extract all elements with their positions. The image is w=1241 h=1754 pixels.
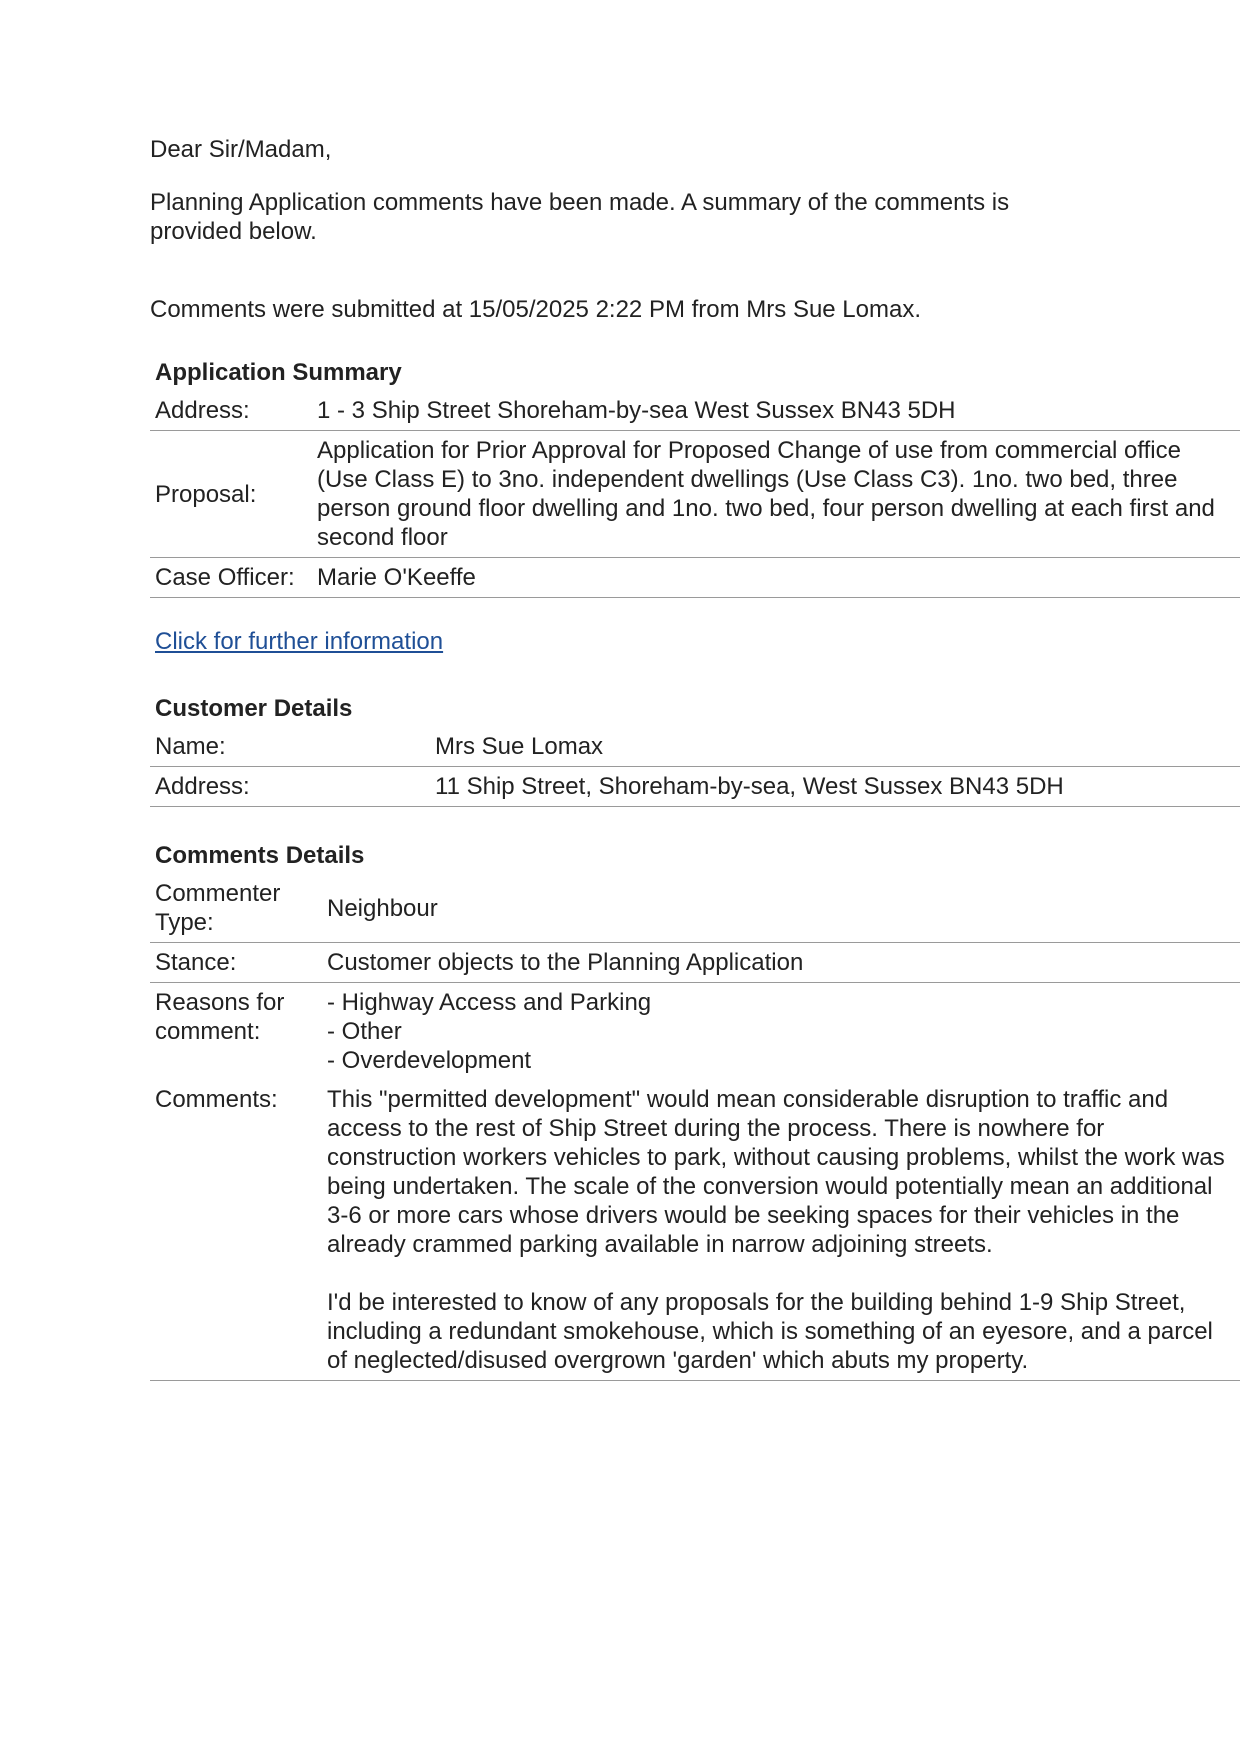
comments-details-title: Comments Details (155, 842, 365, 869)
commenter-type-value: Neighbour (322, 874, 1240, 943)
case-officer-value: Marie O'Keeffe (312, 558, 1240, 598)
application-summary-table (150, 391, 1240, 598)
table-row (150, 767, 1240, 807)
comments-label: Comments: (150, 1080, 322, 1381)
customer-name-label: Name: (150, 727, 430, 767)
table-row (150, 391, 1240, 431)
comment-paragraph: I'd be interested to know of any proposals for the building behind 1-9 Ship Street, including a redundant smokehouse, which is something of an eyesore, and a parcel of neglected/disused overgrown 'garden' which abuts my property. (327, 1289, 1213, 1374)
case-officer-label: Case Officer: (150, 558, 312, 598)
customer-address-label: Address: (150, 767, 430, 807)
table-row (150, 431, 1240, 558)
comments-details-table (150, 874, 1240, 1381)
table-row (150, 1080, 1240, 1381)
table-row (150, 727, 1240, 767)
reasons-list (322, 983, 1240, 1081)
further-information-link[interactable]: Click for further information (155, 628, 444, 655)
stance-label: Stance: (150, 943, 322, 983)
list-item: - Highway Access and Parking (327, 989, 652, 1016)
customer-details-table (150, 727, 1240, 807)
stance-value: Customer objects to the Planning Application (322, 943, 1240, 983)
reasons-label: Reasons for comment: (155, 989, 285, 1045)
table-row (150, 983, 1240, 1081)
proposal-value: Application for Prior Approval for Proposed Change of use from commercial office (Use Class E) to 3no. independent dwellings (Use Class C3). 1no. two bed, three person ground floor dwelling and 1no. two bed, four person dwelling at each first and second floor (312, 431, 1240, 558)
comment-paragraph: This "permitted development" would mean considerable disruption to traffic and access to the rest of Ship Street during the process. There is nowhere for construction workers vehicles to park, without causing problems, whilst the work was being undertaken. The scale of the conversion would potentially mean an additional 3-6 or more cars whose drivers would be seeking spaces for their vehicles in the already crammed parking available in narrow adjoining streets. (327, 1086, 1225, 1258)
table-row (150, 874, 1240, 943)
customer-details-title: Customer Details (155, 695, 353, 722)
greeting: Dear Sir/Madam, (150, 136, 332, 163)
submitted-text: Comments were submitted at 15/05/2025 2:22 PM from Mrs Sue Lomax. (150, 296, 922, 323)
proposal-label: Proposal: (150, 431, 312, 558)
table-row (150, 558, 1240, 598)
list-item: - Other (327, 1018, 402, 1045)
comments-text (322, 1080, 1240, 1381)
customer-name-value: Mrs Sue Lomax (430, 727, 1240, 767)
address-value: 1 - 3 Ship Street Shoreham-by-sea West Sussex BN43 5DH (312, 391, 1240, 431)
intro-text: Planning Application comments have been made. A summary of the comments is provided below. (150, 189, 1010, 245)
customer-address-value: 11 Ship Street, Shoreham-by-sea, West Sussex BN43 5DH (430, 767, 1240, 807)
application-summary-title: Application Summary (155, 359, 402, 386)
address-label: Address: (150, 391, 312, 431)
table-row (150, 943, 1240, 983)
commenter-type-label: Commenter Type: (150, 874, 322, 943)
list-item: - Overdevelopment (327, 1047, 532, 1074)
